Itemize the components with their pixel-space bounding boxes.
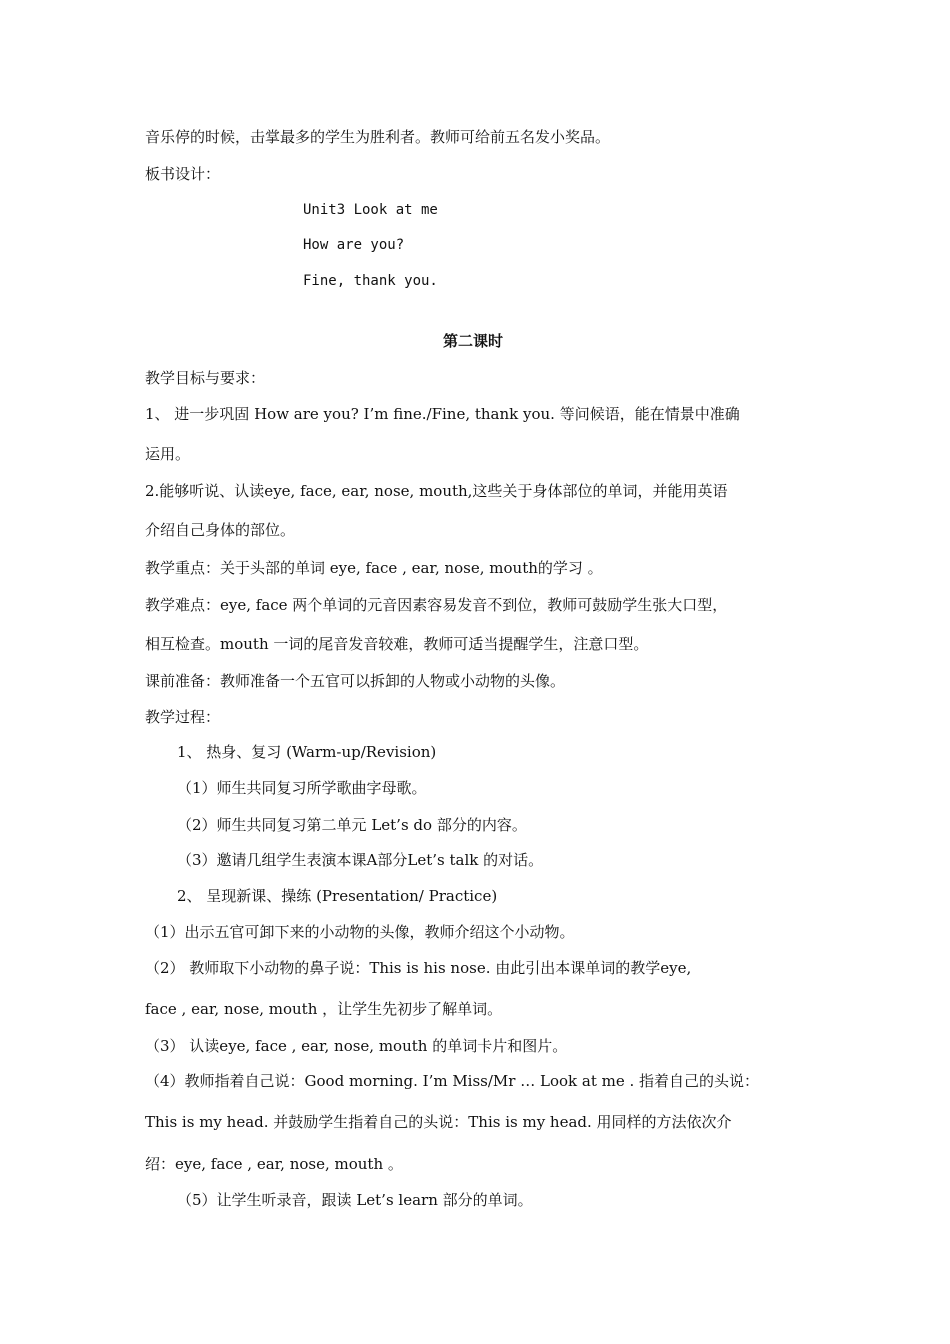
board-line-1: Unit3 Look at me	[303, 202, 438, 218]
presentation-item-2-line-1: （2） 教师取下小动物的鼻子说：This is his nose. 由此引出本课单词的教学eye,	[145, 959, 692, 977]
step-2-heading: 2、 呈现新课、操练 (Presentation/ Practice)	[177, 887, 498, 905]
goal-2-line-1: 2.能够听说、认读eye, face, ear, nose, mouth,这些关于身体部位的单词，并能用英语	[145, 482, 728, 500]
goal-1-line-1: 1、 进一步巩固 How are you? I’m fine./Fine, thank you. 等问候语，能在情景中准确	[145, 405, 740, 423]
lesson-title: 第二课时	[443, 332, 504, 350]
difficulty-line-2: 相互检查。mouth 一词的尾音发音较难，教师可适当提醒学生，注意口型。	[145, 635, 649, 653]
step-1-heading: 1、 热身、复习 (Warm-up/Revision)	[177, 743, 437, 761]
presentation-item-4-line-2: This is my head. 并鼓励学生指着自己的头说：This is my head. 用同样的方法依次介	[145, 1113, 732, 1131]
presentation-item-1: （1）出示五官可卸下来的小动物的头像，教师介绍这个小动物。	[145, 923, 575, 941]
presentation-item-4-line-3: 绍：eye, face , ear, nose, mouth 。	[145, 1155, 403, 1173]
goals-heading: 教学目标与要求：	[145, 369, 266, 387]
intro-line: 音乐停的时候，击掌最多的学生为胜利者。教师可给前五名发小奖品。	[145, 128, 611, 146]
presentation-item-3: （3） 认读eye, face , ear, nose, mouth 的单词卡片和图片。	[145, 1037, 568, 1055]
board-line-3: Fine, thank you.	[303, 273, 438, 289]
step-1-item-3: （3）邀请几组学生表演本课A部分Let’s talk 的对话。	[177, 851, 544, 869]
process-heading: 教学过程：	[145, 708, 221, 726]
step-1-item-2: （2）师生共同复习第二单元 Let’s do 部分的内容。	[177, 816, 527, 834]
presentation-item-5: （5）让学生听录音，跟读 Let’s learn 部分的单词。	[177, 1191, 533, 1209]
goal-1-line-2: 运用。	[145, 445, 191, 463]
key-points: 教学重点：关于头部的单词 eye, face , ear, nose, mouth的学习 。	[145, 559, 603, 577]
presentation-item-4-line-1: （4）教师指着自己说：Good morning. I’m Miss/Mr … Look at me . 指着自己的头说：	[145, 1072, 760, 1090]
board-line-2: How are you?	[303, 237, 405, 253]
preparation: 课前准备：教师准备一个五官可以拆卸的人物或小动物的头像。	[145, 672, 566, 690]
step-1-item-1: （1）师生共同复习所学歌曲字母歌。	[177, 779, 427, 797]
board-heading: 板书设计：	[145, 165, 221, 183]
presentation-item-2-line-2: face , ear, nose, mouth ，让学生先初步了解单词。	[145, 1000, 503, 1018]
goal-2-line-2: 介绍自己身体的部位。	[145, 521, 296, 539]
difficulty-line-1: 教学难点：eye, face 两个单词的元音因素容易发音不到位，教师可鼓励学生张大口型，	[145, 596, 728, 614]
